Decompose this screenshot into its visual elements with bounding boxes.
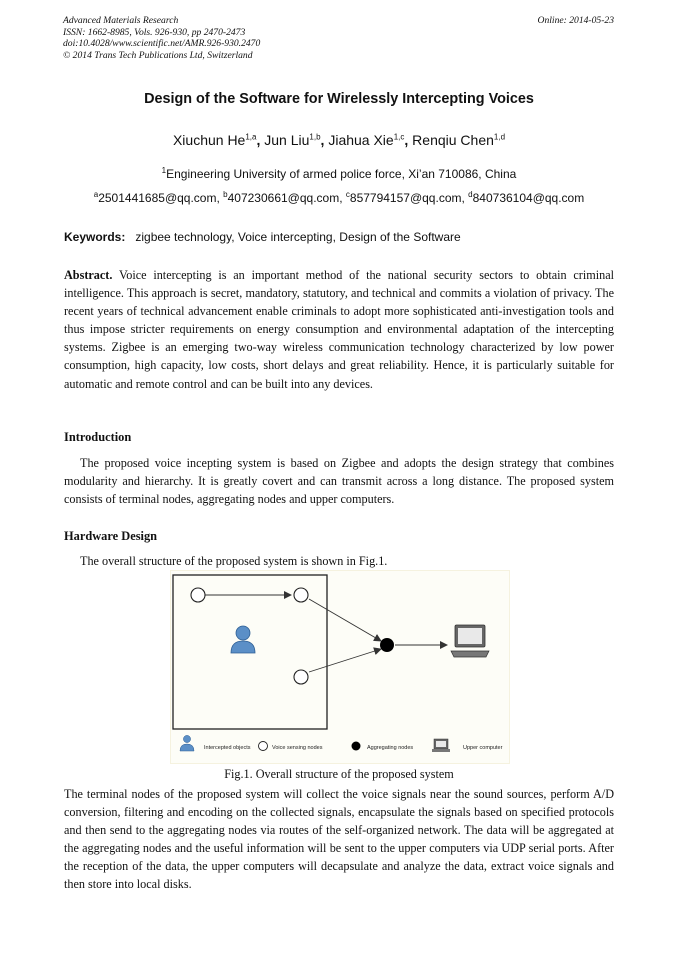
email-link: 840736104@qq.com [472,191,585,205]
affiliation-sup: 1 [161,166,167,175]
legend-label-intercepted: Intercepted objects [204,745,251,751]
heading-hardware-design: Hardware Design [64,529,158,543]
doi-line: doi:10.4028/www.scientific.net/AMR.926-930.2470 [63,38,261,50]
email-link: 407230661@qq.com [227,191,340,205]
author-sup: 1,b [309,132,321,142]
legend-label-aggregating: Aggregating nodes [367,745,414,751]
introduction-paragraph [64,454,614,508]
email-sup: c [345,190,350,199]
keywords-label: Keywords: [64,230,126,244]
voice-sensing-node [294,670,308,684]
author-name: Jun Liu [264,132,310,148]
copyright-line: © 2014 Trans Tech Publications Ltd, Switzerland [63,49,253,61]
email-sup: a [93,190,99,199]
legend-person-icon [180,735,194,751]
heading-introduction: Introduction [64,430,132,444]
aggregating-node [380,638,394,652]
hardware-body [64,785,614,894]
affiliation-text: Engineering University of armed police force, Xi’an 710086, China [166,167,517,181]
figure-1 [170,570,510,764]
voice-sensing-node [191,588,205,602]
hardware-intro [64,552,614,570]
abstract-label: Abstract. [64,268,113,282]
author-name: Xiuchun He [172,132,246,148]
legend-sensing-icon [259,742,268,751]
hardware-body-text: The terminal nodes of the proposed system will collect the voice signals near the sound sources, perform A/D conversion, filtering and encoding on the collected signals, encapsulate the signals based on specified protocols and then send to the aggregating nodes via routes of the self-organized network. The data will be aggregated at the aggregating nodes and the useful information will be sent to the upper computers via UDP serial ports. After the reception of the data, the upper computers will decapsulate and analyze the data, extract voice signals and then store into local disks. [64,787,614,892]
link-arrow [309,649,381,672]
legend-label-upper: Upper computer [463,745,503,751]
affiliation [0,167,678,181]
figure-legend [180,735,503,752]
author-name: Jiahua Xie [328,132,394,148]
keywords-text: zigbee technology, Voice intercepting, Design of the Software [135,230,461,244]
upper-computer-icon [451,625,489,657]
paper-title: Design of the Software for Wirelessly Intercepting Voices [144,91,534,107]
abstract [64,266,614,393]
legend-label-sensing: Voice sensing nodes [272,745,323,751]
email-sup: b [223,190,228,199]
running-header [63,15,260,61]
author-list: Xiuchun He$^{1,a}$, Jun Liu$^{1,b}$, Jiahua Xie$^{1,c}$, Renqiu Chen$^{1,d}$ [172,132,506,148]
online-date: Online: 2014-05-23 [537,15,614,26]
author-name: Renqiu Chen [412,132,494,148]
legend-computer-icon [432,739,450,752]
author-sup: 1,a [245,132,257,142]
legend-aggregating-icon [352,742,361,751]
figure-caption: Fig.1. Overall structure of the proposed system [224,767,454,781]
system-structure-diagram [171,571,509,763]
hardware-intro-text: The overall structure of the proposed system is shown in Fig.1. [80,554,388,568]
link-arrow [309,599,381,641]
voice-sensing-node [294,588,308,602]
author-sup: 1,d [493,132,506,142]
journal-name: Advanced Materials Research [63,15,179,26]
email-link: 857794157@qq.com [349,191,462,205]
issn-line: ISSN: 1662-8985, Vols. 926-930, pp 2470-2473 [63,26,246,38]
email-link: 2501441685@qq.com [98,191,217,205]
introduction-text: The proposed voice incepting system is based on Zigbee and adopts the design strategy that combines modularity and hierarchy. It is greatly covert and can transmit across a long distance. The proposed system consists of terminal nodes, aggregating nodes and upper computers. [64,456,614,507]
keywords [64,230,461,244]
abstract-text: Voice intercepting is an important method of the national security sectors to obtain criminal intelligence. This approach is secret, mandatory, statutory, and technical and commits a violation of privacy. The recent years of technical advancement enable criminals to adopt more sophisticated anti-investigation tools and thus impose stricter requirements on energy consumption and environmental adaptation of the intercepting systems. Zigbee is an emerging two-way wireless communication technology characterized by low power consumption, high capacity, low costs, short delays and great reliability. Hence, it is particularly suitable for automatic and remote control and can be built into any devices. [64,268,615,391]
email-sup: d [468,190,473,199]
intercepted-person-icon [231,626,255,653]
author-sup: 1,c [393,132,405,142]
email-list: $^a$2501441685@qq.com, $^b$407230661@qq.com, $^c$857794157@qq.com, $^d$840736104@qq.com [93,190,585,205]
